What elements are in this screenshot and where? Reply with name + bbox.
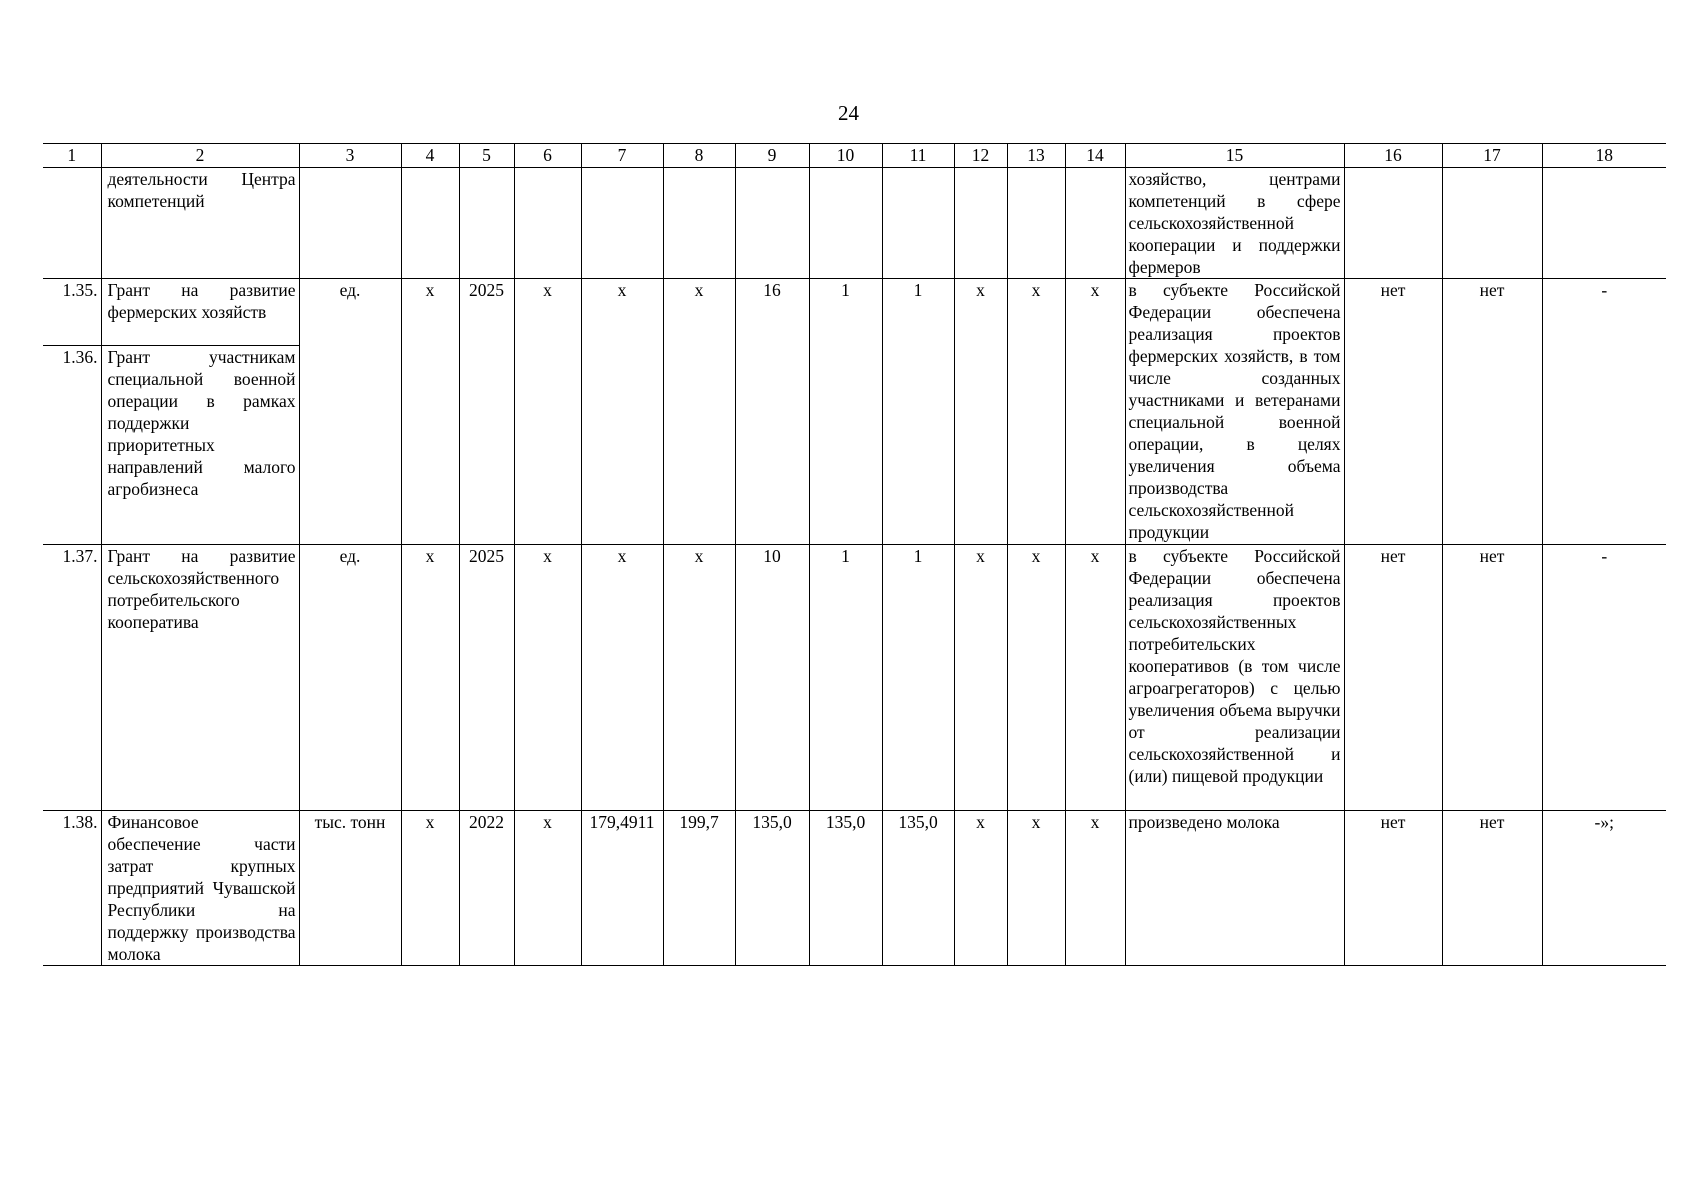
col-header-18: 18: [1542, 144, 1666, 168]
row-number: 1.37.: [43, 545, 101, 811]
col-header-6: 6: [514, 144, 581, 168]
table-row: [43, 279, 1666, 346]
value-cell: [459, 168, 514, 279]
measure-name: Грант участникам специальной военной операции в рамках поддержки приоритетных направлений малого агробизнеса: [101, 346, 299, 545]
value-cell: -»;: [1542, 811, 1666, 966]
col-header-11: 11: [882, 144, 954, 168]
measure-name: Грант на развитие сельскохозяйственного потребительского кооператива: [101, 545, 299, 811]
value-cell: 2025: [459, 545, 514, 811]
value-cell: [954, 168, 1007, 279]
column-number-header: [43, 144, 1666, 168]
value-cell: х: [1065, 279, 1125, 545]
value-cell: [809, 168, 882, 279]
unit-cell: ед.: [299, 279, 401, 545]
value-cell: нет: [1344, 545, 1442, 811]
col-header-8: 8: [663, 144, 735, 168]
col-header-4: 4: [401, 144, 459, 168]
value-cell: х: [1065, 811, 1125, 966]
value-cell: нет: [1344, 811, 1442, 966]
value-cell: -: [1542, 279, 1666, 545]
value-cell: х: [954, 279, 1007, 545]
col-header-7: 7: [581, 144, 663, 168]
table-row: [43, 811, 1666, 966]
value-cell: [882, 168, 954, 279]
value-cell: х: [514, 545, 581, 811]
unit-cell: ед.: [299, 545, 401, 811]
value-cell: х: [401, 279, 459, 545]
value-cell: [735, 168, 809, 279]
col-header-3: 3: [299, 144, 401, 168]
col-header-17: 17: [1442, 144, 1542, 168]
value-cell: нет: [1442, 811, 1542, 966]
value-cell: 1: [882, 279, 954, 545]
value-cell: [1344, 168, 1442, 279]
value-cell: х: [1007, 279, 1065, 545]
row-number: 1.38.: [43, 811, 101, 966]
result-cell: в субъекте Российской Федерации обеспечена реализация проектов фермерских хозяйств, в том числе созданных участниками и ветеранами специальной военной операции, в целях увеличения объема производства сельскохозяйственной продукции: [1125, 279, 1344, 545]
unit-cell: [299, 168, 401, 279]
value-cell: -: [1542, 545, 1666, 811]
indicators-table: [43, 143, 1666, 966]
col-header-12: 12: [954, 144, 1007, 168]
value-cell: х: [514, 279, 581, 545]
value-cell: х: [514, 811, 581, 966]
result-cell: произведено молока: [1125, 811, 1344, 966]
value-cell: 199,7: [663, 811, 735, 966]
col-header-2: 2: [101, 144, 299, 168]
col-header-14: 14: [1065, 144, 1125, 168]
value-cell: 1: [809, 279, 882, 545]
value-cell: 10: [735, 545, 809, 811]
unit-cell: тыс. тонн: [299, 811, 401, 966]
col-header-15: 15: [1125, 144, 1344, 168]
value-cell: 1: [882, 545, 954, 811]
value-cell: 16: [735, 279, 809, 545]
value-cell: 2022: [459, 811, 514, 966]
value-cell: х: [401, 811, 459, 966]
col-header-13: 13: [1007, 144, 1065, 168]
col-header-9: 9: [735, 144, 809, 168]
value-cell: х: [1065, 545, 1125, 811]
value-cell: [514, 168, 581, 279]
value-cell: х: [954, 545, 1007, 811]
page-number: 24: [838, 101, 859, 125]
value-cell: нет: [1442, 545, 1542, 811]
result-cell: в субъекте Российской Федерации обеспечена реализация проектов сельскохозяйственных потребительских кооперативов (в том числе агроагрегаторов) с целью увеличения объема выручки от реализации сельскохозяйственной и (или) пищевой продукции: [1125, 545, 1344, 811]
value-cell: [1442, 168, 1542, 279]
value-cell: 135,0: [882, 811, 954, 966]
value-cell: х: [663, 545, 735, 811]
measure-name: деятельности Центра компетенций: [101, 168, 299, 279]
row-number: 1.35.: [43, 279, 101, 346]
value-cell: 135,0: [735, 811, 809, 966]
table-row: [43, 168, 1666, 279]
result-cell: хозяйство, центрами компетенций в сфере сельскохозяйственной кооперации и поддержки фермеров: [1125, 168, 1344, 279]
value-cell: х: [1007, 811, 1065, 966]
value-cell: 2025: [459, 279, 514, 545]
value-cell: х: [663, 279, 735, 545]
measure-name: Финансовое обеспечение части затрат крупных предприятий Чувашской Республики на поддержку производства молока: [101, 811, 299, 966]
value-cell: х: [954, 811, 1007, 966]
value-cell: [581, 168, 663, 279]
row-number: 1.36.: [43, 346, 101, 545]
value-cell: 1: [809, 545, 882, 811]
value-cell: х: [581, 279, 663, 545]
value-cell: х: [581, 545, 663, 811]
value-cell: [1065, 168, 1125, 279]
value-cell: [663, 168, 735, 279]
value-cell: [1007, 168, 1065, 279]
value-cell: нет: [1344, 279, 1442, 545]
col-header-5: 5: [459, 144, 514, 168]
value-cell: х: [401, 545, 459, 811]
row-number: [43, 168, 101, 279]
measure-name: Грант на развитие фермерских хозяйств: [101, 279, 299, 346]
col-header-1: 1: [43, 144, 101, 168]
value-cell: 135,0: [809, 811, 882, 966]
value-cell: [1542, 168, 1666, 279]
value-cell: 179,4911: [581, 811, 663, 966]
value-cell: нет: [1442, 279, 1542, 545]
value-cell: [401, 168, 459, 279]
col-header-16: 16: [1344, 144, 1442, 168]
value-cell: х: [1007, 545, 1065, 811]
table-row: [43, 545, 1666, 811]
col-header-10: 10: [809, 144, 882, 168]
